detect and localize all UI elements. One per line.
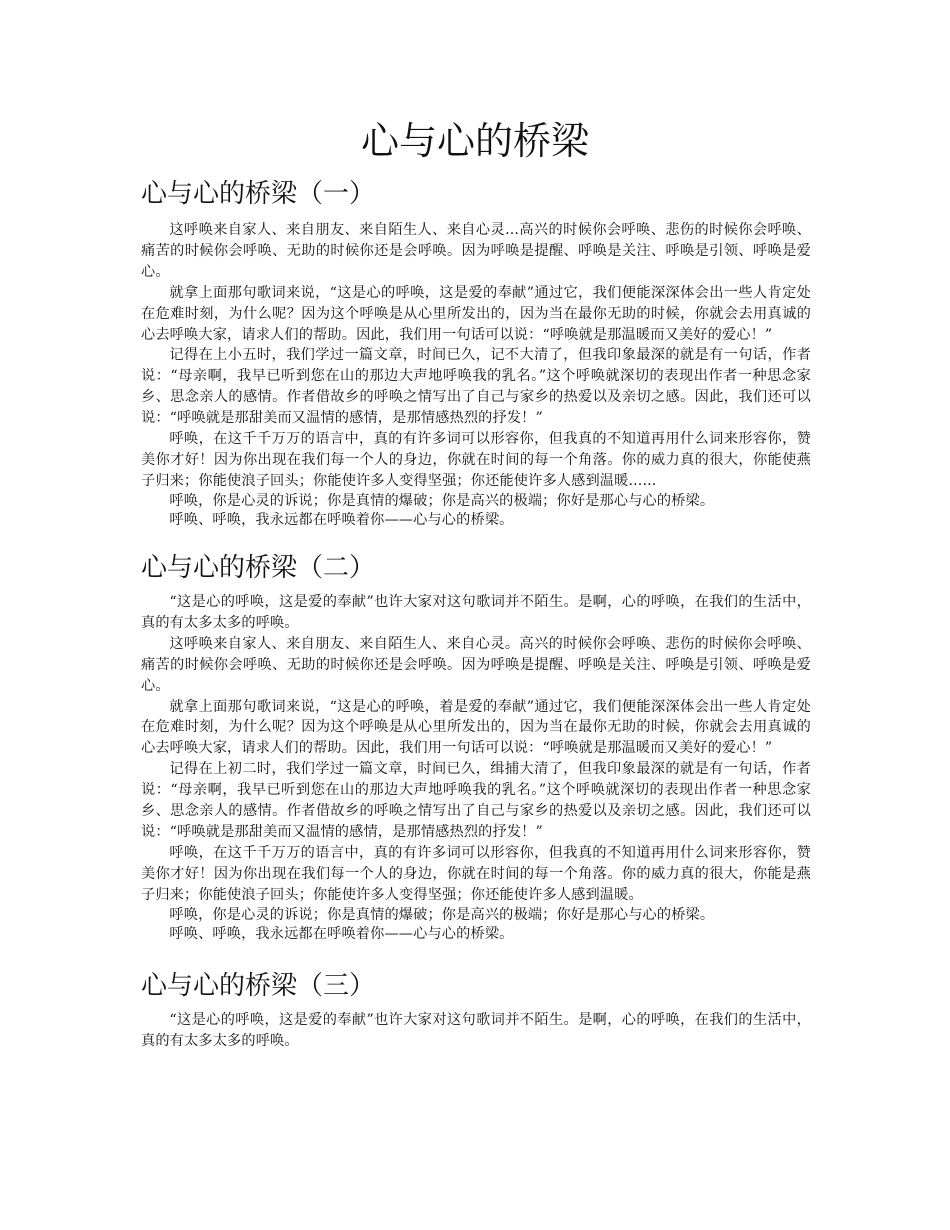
- paragraph: 呼唤、呼唤，我永远都在呼唤着你——心与心的桥梁。: [169, 511, 514, 528]
- paragraph: 记得在上小五时，我们学过一篇文章，时间已久，记不大清了，但我印象最深的就是有一句话，作者说：“母亲啊，我早已听到您在山的那边大声地呼唤我的乳名。”这个呼唤就深切的表现出作者一种思念家乡、思念亲人的感情。作者借故乡的呼唤之情写出了自己与家乡的热爱以及亲切之感。因此，我们还可以说：“呼唤就是那甜美而又温情的感情，是那情感热烈的抒发！”: [141, 347, 811, 427]
- paragraph: 呼唤，你是心灵的诉说；你是真情的爆破；你是高兴的极端；你好是那心与心的桥梁。: [169, 906, 715, 923]
- paragraph: “这是心的呼唤，这是爱的奉献”也许大家对这句歌词并不陌生。是啊，心的呼唤，在我们的生活中，真的有太多太多的呼唤。: [141, 594, 811, 631]
- paragraph: 就拿上面那句歌词来说，“这是心的呼唤，着是爱的奉献”通过它，我们便能深深体会出一些人肯定处在危难时刻，为什么呢？因为这个呼唤是从心里所发出的，因为当在最你无助的时候，你就会去用真诚的心去呼唤大家，请求人们的帮助。因此，我们用一句话可以说：“呼唤就是那温暖而又美好的爱心！”: [141, 698, 811, 757]
- paragraph: 记得在上初二时，我们学过一篇文章，时间已久，缉捕大清了，但我印象最深的就是有一句话，作者说：“母亲啊，我早已听到您在山的那边大声地呼唤我的乳名。”这个呼唤就深切的表现出作者一种思念家乡、思念亲人的感情。作者借故乡的呼唤之情写出了自己与家乡的热爱以及亲切之感。因此，我们还可以说：“呼唤就是那甜美而又温情的感情，是那情感热烈的抒发！”: [141, 761, 811, 840]
- paragraph: 呼唤、呼唤，我永远都在呼唤着你——心与心的桥梁。: [169, 925, 514, 942]
- section-heading: 心与心的桥梁（一）: [141, 179, 376, 209]
- paragraph: 这呼唤来自家人、来自朋友、来自陌生人、来自心灵...高兴的时候你会呼唤、悲伤的时候你会呼唤、痛苦的时候你会呼唤、无助的时候你还是会呼唤。因为呼唤是提醒、呼唤是关注、呼唤是引领、呼唤是爱心。: [141, 222, 811, 280]
- document-title: 心与心的桥梁: [360, 119, 589, 163]
- paragraph: 呼唤，在这千千万万的语言中，真的有许多词可以形容你，但我真的不知道再用什么词来形容你，赞美你才好！因为你出现在我们每一个人的身边，你就在时间的每一个角落。你的威力真的很大，你能使燕子归来；你能使浪子回头；你能使许多人变得坚强；你还能使许多人感到温暖......: [141, 431, 811, 489]
- paragraph: 这呼唤来自家人、来自朋友、来自陌生人、来自心灵。高兴的时候你会呼唤、悲伤的时候你会呼唤、痛苦的时候你会呼唤、无助的时候你还是会呼唤。因为呼唤是提醒、呼唤是关注、呼唤是引领、呼唤是爱心。: [141, 635, 811, 694]
- section-2: [141, 552, 811, 944]
- section-1: [141, 178, 811, 530]
- paragraph: 呼唤，你是心灵的诉说；你是真情的爆破；你是高兴的极端；你好是那心与心的桥梁。: [169, 492, 715, 509]
- section-3: [141, 970, 811, 1052]
- paragraph: 就拿上面那句歌词来说，“这是心的呼唤，这是爱的奉献”通过它，我们便能深深体会出一些人肯定处在危难时刻，为什么呢？因为这个呼唤是从心里所发出的，因为当在最你无助的时候，你就会去用真诚的心去呼唤大家，请求人们的帮助。因此，我们用一句话可以说：“呼唤就是那温暖而又美好的爱心！”: [141, 284, 811, 343]
- section-heading: 心与心的桥梁（三）: [141, 971, 376, 1001]
- section-heading: 心与心的桥梁（二）: [141, 553, 376, 583]
- paragraph: 呼唤，在这千千万万的语言中，真的有许多词可以形容你，但我真的不知道再用什么词来形容你，赞美你才好！因为你出现在我们每一个人的身边，你就在时间的每一个角落。你的威力真的很大，你能是燕子归来；你能使浪子回头；你能使许多人变得坚强；你还能使许多人感到温暖。: [141, 844, 811, 903]
- paragraph: “这是心的呼唤，这是爱的奉献”也许大家对这句歌词并不陌生。是啊，心的呼唤，在我们的生活中，真的有太多太多的呼唤。: [141, 1012, 811, 1049]
